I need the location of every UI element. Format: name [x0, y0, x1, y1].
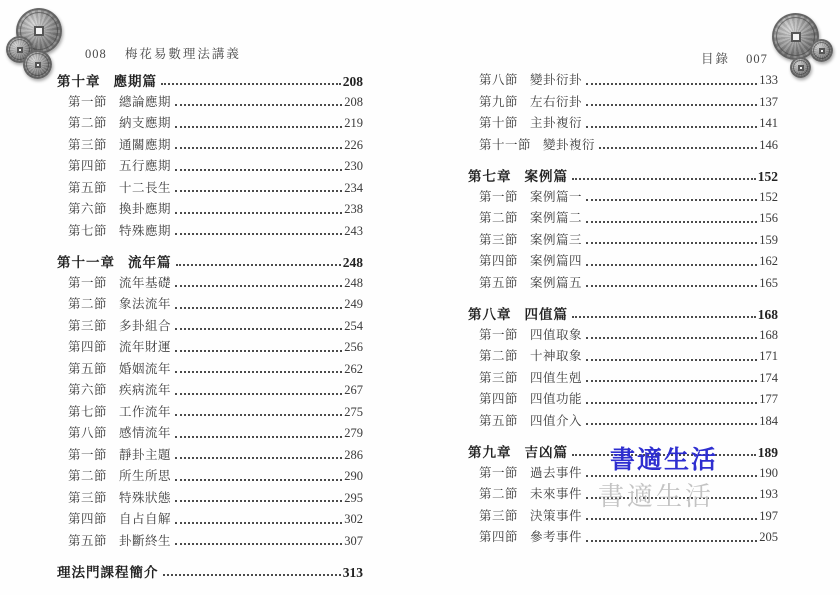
toc-entry-label: 第七章 [468, 169, 512, 184]
toc-entry-page: 197 [759, 508, 778, 523]
toc-section-row [57, 113, 363, 135]
toc-entry-title: 案例篇三 [530, 232, 583, 247]
dot-leader [175, 457, 342, 459]
toc-entry-label: 第四節 [68, 159, 108, 173]
toc-entry-page: 234 [344, 180, 363, 195]
toc-entry-label: 第一節 [68, 94, 108, 109]
toc-entry-title: 四值介入 [530, 413, 583, 428]
toc-entry-title: 象法流年 [119, 297, 172, 311]
toc-section-row [57, 531, 363, 553]
toc-entry-title: 案例篇一 [530, 189, 583, 204]
toc-entry-label: 第四節 [479, 254, 519, 268]
dot-leader [586, 126, 757, 128]
toc-entry-page: 254 [344, 318, 363, 333]
toc-section-row [468, 251, 778, 273]
toc-entry-label: 第五節 [68, 533, 108, 548]
dot-leader [175, 393, 342, 395]
dot-leader [586, 518, 757, 520]
toc-entry-page: 226 [344, 137, 363, 152]
toc-entry-page: 137 [759, 94, 778, 109]
toc-section-row [468, 346, 778, 368]
toc-entry-page: 248 [342, 255, 363, 270]
toc-section-row [57, 221, 363, 243]
toc-entry-page: 302 [344, 512, 363, 526]
dot-leader [175, 104, 342, 106]
toc-section-row [57, 488, 363, 510]
dot-leader [572, 178, 756, 180]
toc-entry-label: 第八節 [479, 73, 519, 87]
toc-entry-title: 工作流年 [119, 404, 172, 419]
dot-leader [586, 104, 757, 106]
toc-section-row [57, 316, 363, 338]
toc-entry-label: 第三節 [479, 508, 519, 523]
toc-entry-label: 第一節 [479, 189, 519, 204]
toc-section-row [57, 423, 363, 445]
toc-entry-label: 第一節 [479, 465, 519, 480]
toc-section-row [57, 445, 363, 467]
toc-entry-label: 第一節 [479, 327, 519, 342]
toc-entry-label: 第五節 [479, 413, 519, 428]
left-page-number: 008 [85, 47, 107, 61]
dot-leader [586, 540, 757, 542]
dot-leader [175, 350, 342, 352]
toc-entry-label: 第三節 [68, 490, 108, 505]
toc-entry-title: 疾病流年 [119, 383, 172, 397]
toc-entry-label: 第五節 [68, 180, 108, 195]
toc-entry-label: 第八節 [68, 426, 108, 440]
toc-section-row [57, 402, 363, 424]
dot-leader [175, 190, 342, 192]
dot-leader [163, 574, 341, 576]
toc-section-row [468, 135, 778, 157]
toc-chapter-row [468, 165, 778, 187]
toc-entry-label: 第一節 [68, 275, 108, 290]
coin-icon [790, 57, 811, 78]
dot-leader [175, 522, 342, 524]
coin-icon [23, 50, 52, 79]
toc-entry-label: 第三節 [68, 137, 108, 152]
toc-entry-page: 174 [759, 370, 778, 385]
toc-entry-page: 248 [344, 275, 363, 290]
toc-section-row [57, 199, 363, 221]
toc-entry-title: 過去事件 [530, 465, 583, 480]
toc-entry-page: 219 [344, 116, 363, 130]
toc-entry-page: 208 [342, 74, 363, 89]
toc-entry-title: 決策事件 [530, 508, 583, 523]
toc-section-row [57, 337, 363, 359]
toc-entry-page: 275 [344, 404, 363, 419]
dot-leader [175, 371, 342, 373]
toc-entry-title: 左右衍卦 [530, 94, 583, 109]
dot-leader [586, 221, 757, 223]
toc-entry-page: 159 [759, 232, 778, 247]
toc-section-row [468, 70, 778, 92]
dot-leader [175, 328, 342, 330]
toc-entry-title: 多卦組合 [119, 318, 172, 333]
toc-section-row [57, 294, 363, 316]
toc-entry-label: 第七節 [68, 404, 108, 419]
toc-entry-page: 256 [344, 340, 363, 354]
dot-leader [175, 543, 342, 545]
toc-entry-label: 第二節 [479, 349, 519, 363]
toc-entry-page: 168 [759, 327, 778, 342]
toc-entry-page: 189 [757, 445, 778, 460]
toc-entry-page: 165 [759, 275, 778, 290]
left-page-header [85, 44, 241, 62]
toc-entry-title: 特殊應期 [119, 223, 172, 238]
toc-entry-page: 205 [759, 530, 778, 544]
dot-leader [586, 83, 757, 85]
toc-entry-page: 190 [759, 465, 778, 480]
toc-entry-label: 第二節 [68, 469, 108, 483]
dot-leader [586, 337, 757, 339]
toc-section-row [57, 273, 363, 295]
right-page-header [701, 49, 768, 67]
toc-section-row [468, 230, 778, 252]
toc-entry-title: 變卦複衍 [543, 137, 596, 152]
toc-entry-title: 自占自解 [119, 512, 172, 526]
dot-leader [176, 264, 341, 266]
toc-entry-page: 243 [344, 223, 363, 238]
toc-entry-title: 四值篇 [524, 307, 568, 322]
book-title: 梅花易數理法講義 [124, 47, 241, 61]
toc-entry-page: 307 [344, 533, 363, 548]
toc-section-row [468, 389, 778, 411]
toc-entry-label: 第三節 [479, 370, 519, 385]
toc-standalone-row [57, 561, 363, 583]
dot-leader [175, 479, 342, 481]
toc-entry-title: 換卦應期 [119, 202, 172, 216]
toc-entry-page: 156 [759, 211, 778, 225]
toc-entry-page: 146 [759, 137, 778, 152]
toc-section-row [468, 273, 778, 295]
dot-leader [586, 359, 757, 361]
toc-entry-title: 特殊狀態 [119, 490, 172, 505]
toc-entry-label: 第四節 [68, 340, 108, 354]
toc-entry-title: 總論應期 [119, 94, 172, 109]
toc-entry-label: 第八章 [468, 307, 512, 322]
toc-entry-label: 第四節 [68, 512, 108, 526]
toc-entry-title: 卦斷終生 [119, 533, 172, 548]
toc-entry-title: 案例篇四 [530, 254, 583, 268]
toc-entry-title: 四值生剋 [530, 370, 583, 385]
toc-entry-page: 177 [759, 392, 778, 406]
dot-leader [175, 147, 342, 149]
toc-entry-page: 133 [759, 73, 778, 87]
dot-leader [175, 285, 342, 287]
toc-entry-title: 四值取象 [530, 327, 583, 342]
toc-entry-title: 四值功能 [530, 392, 583, 406]
toc-entry-label: 第九章 [468, 445, 512, 460]
watermark-secondary: 書適生活 [598, 482, 715, 511]
toc-entry-label: 第五節 [479, 275, 519, 290]
dot-leader [175, 212, 342, 214]
toc-entry-title: 案例篇二 [530, 211, 583, 225]
toc-entry-page: 262 [344, 361, 363, 376]
toc-section-row [468, 208, 778, 230]
toc-entry-title: 通關應期 [119, 137, 172, 152]
toc-entry-title: 案例篇 [524, 169, 568, 184]
toc-entry-title: 感情流年 [119, 426, 172, 440]
toc-entry-label: 第十一章 [57, 255, 115, 270]
toc-entry-label: 第一節 [68, 447, 108, 462]
dot-leader [175, 414, 342, 416]
toc-section-row [57, 178, 363, 200]
watermark-primary: 書適生活 [610, 447, 719, 474]
toc-entry-title: 理法門課程簡介 [57, 565, 159, 580]
toc-entry-page: 313 [342, 565, 363, 580]
toc-section-row [57, 135, 363, 157]
toc-entry-label: 第四節 [479, 392, 519, 406]
toc-entry-page: 230 [344, 159, 363, 173]
dot-leader [175, 500, 342, 502]
toc-entry-page: 152 [759, 189, 778, 204]
toc-entry-page: 208 [344, 94, 363, 109]
toc-entry-label: 第三節 [479, 232, 519, 247]
toc-section-row [57, 466, 363, 488]
toc-section-row [57, 509, 363, 531]
toc-section-row [468, 325, 778, 347]
toc-header-label: 目錄 [701, 52, 731, 66]
dot-leader [586, 264, 757, 266]
toc-section-row [468, 527, 778, 549]
dot-leader [586, 380, 757, 382]
toc-entry-title: 五行應期 [119, 159, 172, 173]
toc-section-row [57, 359, 363, 381]
toc-entry-label: 第六節 [68, 383, 108, 397]
toc-entry-title: 吉凶篇 [524, 445, 568, 460]
toc-entry-title: 十神取象 [530, 349, 583, 363]
toc-entry-page: 238 [344, 202, 363, 216]
toc-entry-label: 第五節 [68, 361, 108, 376]
toc-entry-title: 婚姻流年 [119, 361, 172, 376]
dot-leader [175, 436, 342, 438]
toc-section-row [468, 368, 778, 390]
toc-entry-title: 十二長生 [119, 180, 172, 195]
right-page-number: 007 [746, 52, 768, 66]
toc-section-row [468, 113, 778, 135]
dot-leader [586, 242, 757, 244]
dot-leader [175, 169, 342, 171]
dot-leader [586, 423, 757, 425]
toc-chapter-row [57, 251, 363, 273]
toc-section-row [57, 156, 363, 178]
toc-entry-title: 應期篇 [113, 74, 157, 89]
toc-entry-page: 295 [344, 490, 363, 505]
toc-chapter-row [57, 70, 363, 92]
toc-entry-page: 290 [344, 469, 363, 483]
toc-section-row [468, 411, 778, 433]
toc-entry-title: 所生所思 [119, 469, 172, 483]
dot-leader [175, 126, 342, 128]
dot-leader [586, 199, 757, 201]
dot-leader [586, 285, 757, 287]
toc-entry-title: 流年財運 [119, 340, 172, 354]
coin-icon [810, 39, 833, 62]
toc-entry-page: 249 [344, 297, 363, 311]
toc-entry-title: 未來事件 [530, 487, 583, 501]
toc-entry-page: 171 [759, 349, 778, 363]
toc-entry-page: 168 [757, 307, 778, 322]
toc-entry-page: 141 [759, 116, 778, 130]
toc-entry-label: 第二節 [479, 211, 519, 225]
toc-section-row [468, 92, 778, 114]
toc-entry-label: 第二節 [68, 116, 108, 130]
dot-leader [599, 147, 757, 149]
toc-entry-title: 主卦複衍 [530, 116, 583, 130]
toc-entry-title: 流年篇 [128, 255, 172, 270]
toc-entry-title: 案例篇五 [530, 275, 583, 290]
toc-entry-page: 267 [344, 383, 363, 397]
toc-entry-page: 152 [757, 169, 778, 184]
toc-section-row [468, 187, 778, 209]
toc-entry-label: 第十一節 [479, 137, 532, 152]
toc-entry-label: 第七節 [68, 223, 108, 238]
toc-entry-label: 第十章 [57, 74, 101, 89]
toc-entry-page: 286 [344, 447, 363, 462]
dot-leader [175, 307, 342, 309]
dot-leader [175, 233, 342, 235]
toc-section-row [57, 380, 363, 402]
toc-entry-label: 第六節 [68, 202, 108, 216]
toc-entry-page: 184 [759, 413, 778, 428]
toc-entry-page: 162 [759, 254, 778, 268]
toc-entry-label: 第二節 [479, 487, 519, 501]
toc-entry-label: 第三節 [68, 318, 108, 333]
toc-entry-title: 參考事件 [530, 530, 583, 544]
dot-leader [586, 402, 757, 404]
toc-entry-label: 第九節 [479, 94, 519, 109]
toc-left-column [57, 70, 363, 583]
toc-entry-page: 279 [344, 426, 363, 440]
toc-chapter-row [468, 303, 778, 325]
toc-entry-title: 納支應期 [119, 116, 172, 130]
dot-leader [161, 83, 341, 85]
toc-entry-title: 變卦衍卦 [530, 73, 583, 87]
toc-entry-label: 第二節 [68, 297, 108, 311]
toc-section-row [57, 92, 363, 114]
toc-entry-label: 第十節 [479, 116, 519, 130]
toc-entry-label: 第四節 [479, 530, 519, 544]
dot-leader [572, 316, 756, 318]
toc-entry-page: 193 [759, 487, 778, 501]
toc-entry-title: 流年基礎 [119, 275, 172, 290]
toc-entry-title: 靜卦主題 [119, 447, 172, 462]
